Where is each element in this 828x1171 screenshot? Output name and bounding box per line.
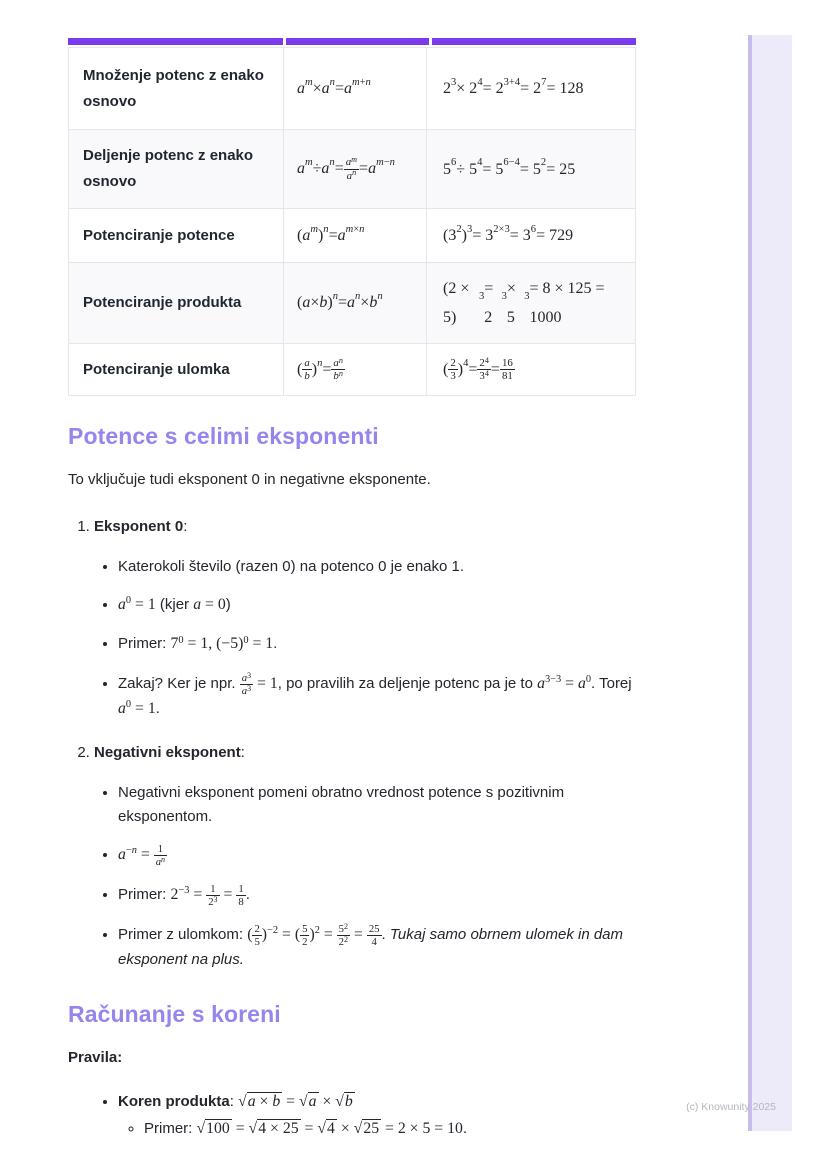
scrollbar-track[interactable]	[748, 35, 752, 1131]
table-row	[69, 48, 635, 129]
koreni-bullet-list	[68, 1090, 636, 1140]
numbered-list	[68, 515, 636, 972]
table-row	[69, 129, 635, 208]
bullet-item: • Primer z ulomkom: ( $\frac{2}{5}$ )$^{-2}$ = ( $\frac{5}{2}$ )$^2$ = $\frac{5^2}{2^2}$ = $\frac{25}{4}$ . Tukaj samo obrnem ulomek in dam eksponent na plus.	[118, 923, 636, 971]
bullet-item-koren-produkta	[118, 1090, 636, 1140]
rule-formula: ( a × b ) $^n$ = a $^n$ × b $^n$	[284, 263, 427, 343]
table-accent-bar	[68, 38, 636, 45]
table-body	[68, 47, 636, 396]
bullet-item: • Zakaj? Ker je npr. $\frac{a^3}{a^3}$ = 1, po pravilih za deljenje potenc pa je to $a^{3-3} = a^0$. Torej $a^0 = 1$.	[118, 672, 636, 721]
bullet-list	[94, 555, 636, 721]
rule-name: Potenciranje potence	[69, 209, 284, 262]
section-heading-koreni: Računanje s koreni	[68, 1001, 281, 1028]
rule-example: 5 $^6$ ÷ 5 $^4$ = 5 $^{6-4}$ = 5 $^2$ = 25	[443, 157, 576, 178]
rule-formula: a $^m$ ÷ a $^n$ = $a^m$ $a^n$ = a $^{m -n}$	[284, 130, 427, 208]
sub-bullet-item: ◦ Primer: √100 = √4 × 25 = √4 × √25 = 2 × 5 = 10.	[144, 1117, 636, 1141]
rule-example: ( 2 3 ) $^4$ = $2^4$ $3^4$ = 16 81	[443, 355, 513, 382]
list-item-negativni-eksponent	[94, 741, 636, 971]
bullet-list	[94, 781, 636, 971]
section-heading-potence: Potence s celimi eksponenti	[68, 423, 379, 449]
accent-segment	[432, 38, 636, 45]
rule-formula: a $^m$ × a $^n$ = a $^{m +n}$	[284, 48, 427, 129]
rule-example: (3 $^2$ ) $^3$ = 3 $^{2\times 3}$ = 3 $^6$ = 729	[443, 223, 574, 244]
rule-name: Množenje potenc z enako osnovo	[69, 48, 284, 129]
accent-segment	[286, 38, 429, 45]
bullet-item: • Primer: $2^{-3}$ = $\frac{1}{2^3}$ = $\frac{1}{8}$ .	[118, 883, 636, 908]
accent-segment	[68, 38, 283, 45]
rule-name: Potenciranje ulomka	[69, 344, 284, 395]
pravila-label: Pravila:	[68, 1049, 123, 1067]
rule-example: 2 $^3$ × 2 $^4$ = 2 $^{3+4}$ = 2 $^7$ = 128	[443, 76, 584, 97]
rule-name: Deljenje potenc z enako osnovo	[69, 130, 284, 208]
document-page	[68, 38, 636, 1140]
sub-bullet-list	[118, 1117, 636, 1141]
rule-example: (2 × 5) $^3$ = 2 $^3$ × 5 $^3$ = 8 × 125 = 1000	[443, 280, 605, 326]
bullet-item: • Primer: $7^0 = 1$, $(-5)^0 = 1$.	[118, 632, 636, 656]
list-item-label: Negativni eksponent:	[94, 744, 245, 762]
rule-name: Potenciranje produkta	[69, 263, 284, 343]
bullet-text: Koren produkta: √a × b = √a × √b	[118, 1093, 353, 1111]
page-edge-strip	[752, 35, 792, 1131]
section-intro: To vključuje tudi eksponent 0 in negativne eksponente.	[68, 471, 431, 488]
table-row	[69, 343, 635, 395]
copyright: (c) Knowunity 2025	[686, 1101, 776, 1113]
list-item-label: Eksponent 0:	[94, 517, 188, 535]
bullet-item: • $a^{-n}$ = $\frac{1}{a^n}$	[118, 843, 636, 868]
list-item-eksponent-0	[94, 515, 636, 722]
bullet-item: • Negativni eksponent pomeni obratno vrednost potence s pozitivnim eksponentom.	[118, 781, 636, 828]
table-row	[69, 262, 635, 343]
rules-table	[68, 38, 636, 396]
bullet-item: • Katerokoli število (razen 0) na potenco 0 je enako 1.	[118, 555, 636, 578]
table-row	[69, 208, 635, 262]
bullet-item: • $a^0 = 1$ (kjer a = 0)	[118, 593, 636, 617]
rule-formula: ( a $^m$ ) $^n$ = a $^{m \times n}$	[284, 209, 427, 262]
rule-formula: ( a b ) $^n$ = $a^n$ $b^n$	[284, 344, 427, 395]
